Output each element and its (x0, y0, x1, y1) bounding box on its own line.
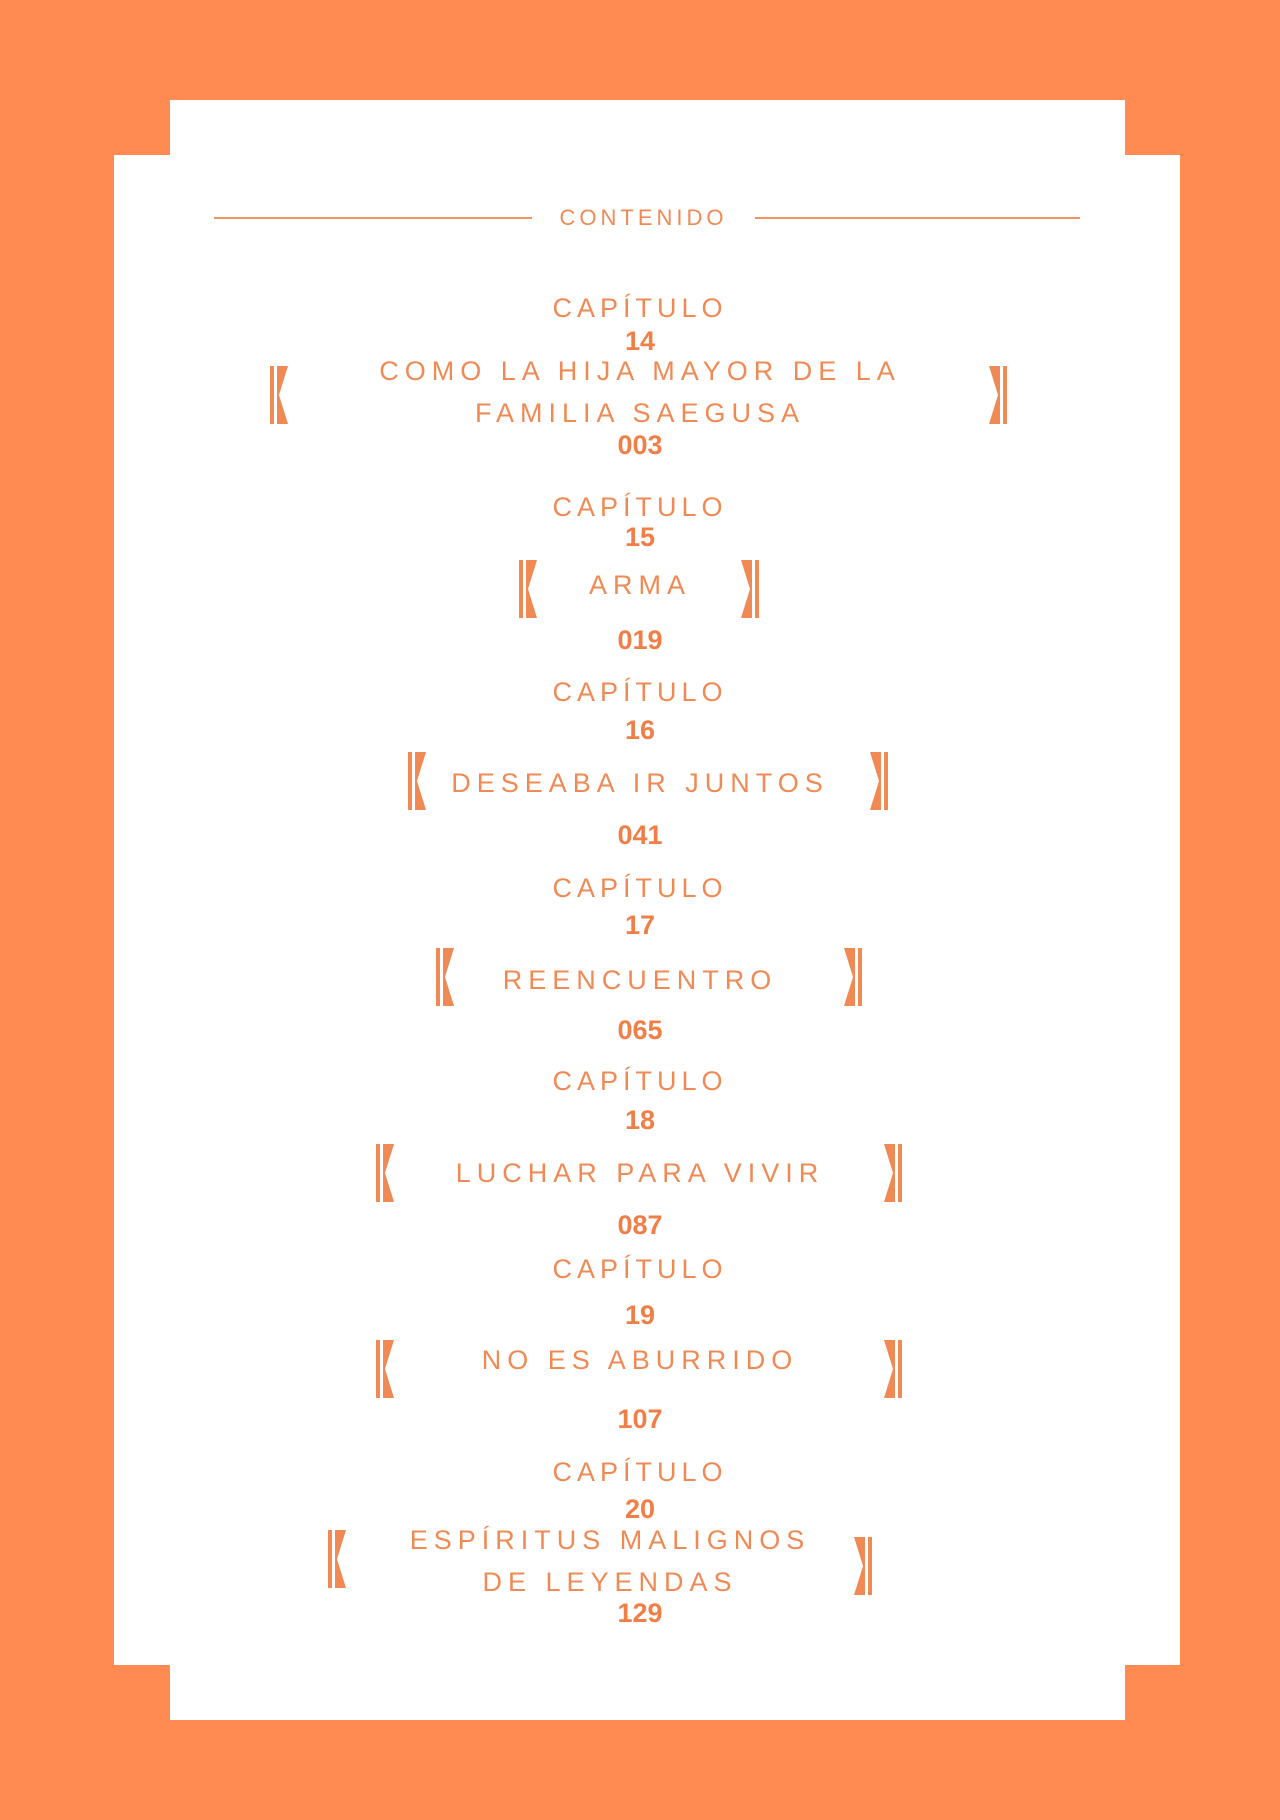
chapter-title-line1: ESPÍRITUS MALIGNOS (409, 1525, 811, 1555)
right-bracket-icon (866, 752, 888, 810)
chapter-number: 20 (624, 1494, 656, 1524)
chapter-page: 065 (617, 1015, 663, 1045)
chapter-title-line2: DE LEYENDAS (482, 1567, 738, 1597)
chapter-number: 15 (624, 522, 656, 552)
right-bracket-icon (840, 948, 862, 1006)
chapter-number: 16 (624, 715, 656, 745)
chapter-title: NO ES ABURRIDO (481, 1345, 799, 1375)
chapter-label: CAPÍTULO (552, 1066, 728, 1096)
chapter-title: REENCUENTRO (502, 965, 778, 995)
right-bracket-icon (985, 366, 1007, 424)
chapter-page: 087 (617, 1210, 663, 1240)
right-bracket-icon (737, 560, 759, 618)
chapter-title-line2: FAMILIA SAEGUSA (474, 398, 806, 428)
chapter-page: 003 (617, 430, 663, 460)
chapter-page: 041 (617, 820, 663, 850)
right-bracket-icon (850, 1537, 872, 1595)
chapter-label: CAPÍTULO (552, 1254, 728, 1284)
chapter-title: DESEABA IR JUNTOS (451, 768, 829, 798)
heading-rule-left (214, 217, 532, 219)
chapter-title-line1: COMO LA HIJA MAYOR DE LA (379, 356, 901, 386)
chapter-title: ARMA (588, 570, 691, 600)
chapter-label: CAPÍTULO (552, 293, 728, 323)
chapter-page: 019 (617, 625, 663, 655)
chapter-label: CAPÍTULO (552, 492, 728, 522)
chapter-page: 107 (617, 1404, 663, 1434)
right-bracket-icon (880, 1340, 902, 1398)
right-bracket-icon (880, 1144, 902, 1202)
contents-heading: CONTENIDO (559, 205, 728, 230)
chapter-title: LUCHAR PARA VIVIR (455, 1158, 825, 1188)
chapter-label: CAPÍTULO (552, 873, 728, 903)
chapter-number: 17 (624, 910, 656, 940)
chapter-number: 19 (624, 1300, 656, 1330)
heading-rule-right (755, 217, 1080, 219)
chapter-label: CAPÍTULO (552, 677, 728, 707)
chapter-number: 18 (624, 1105, 656, 1135)
chapter-page: 129 (617, 1598, 663, 1628)
chapter-number: 14 (624, 326, 656, 356)
contents-heading-row (214, 204, 1080, 232)
chapter-label: CAPÍTULO (552, 1457, 728, 1487)
